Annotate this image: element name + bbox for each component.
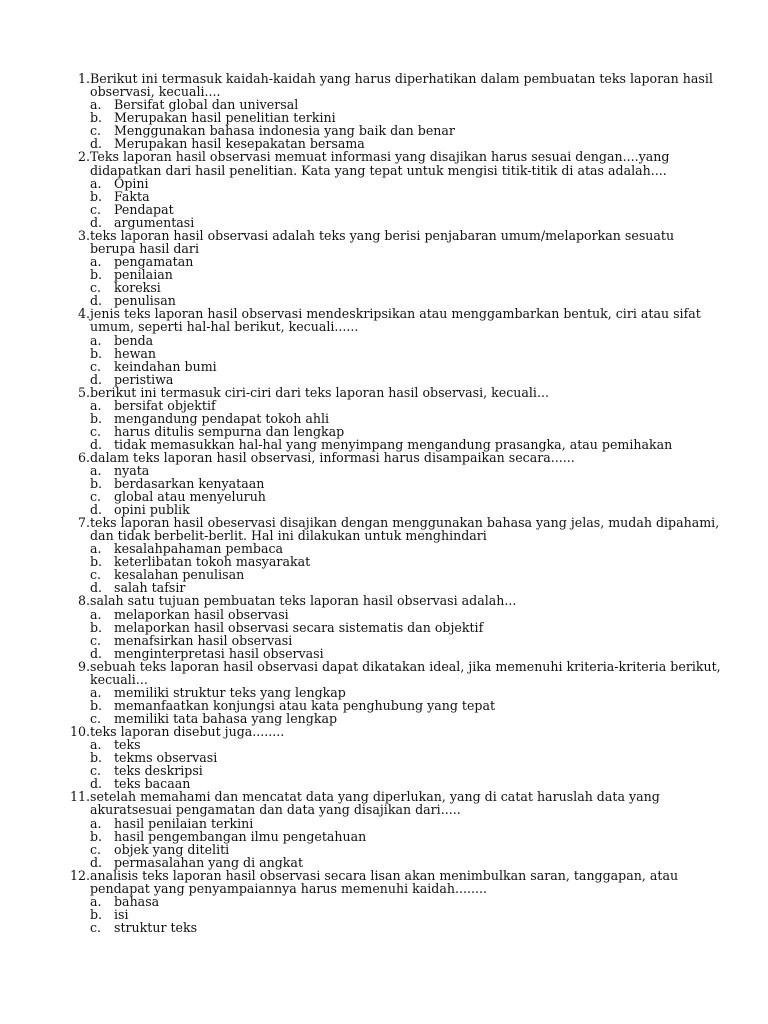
option-letter: d. (90, 580, 103, 596)
option-text: Merupakan hasil kesepakatan bersama (114, 136, 365, 152)
option (62, 399, 722, 412)
option (62, 647, 722, 660)
option (62, 621, 722, 634)
question-number: 11. (69, 789, 90, 805)
option (62, 177, 722, 190)
option-text: pengamatan (114, 254, 194, 270)
option-text: opini publik (114, 502, 190, 518)
option-text: mengandung pendapat tokoh ahli (114, 410, 330, 426)
option-letter: d. (90, 136, 103, 152)
option (62, 360, 722, 373)
question-number: 3. (77, 227, 90, 243)
option-letter: c. (90, 423, 102, 439)
option-text: hewan (114, 345, 156, 361)
option (62, 830, 722, 843)
option-text: memanfaatkan konjungsi atau kata penghubung yang tepat (114, 698, 496, 714)
option-letter: b. (90, 698, 103, 714)
question-9 (62, 658, 725, 727)
option-letter: a. (90, 737, 102, 753)
option-letter: d. (90, 502, 103, 518)
option-text: peristiwa (114, 371, 174, 387)
question-text: sebuah teks laporan hasil observasi dapat dikatakan ideal, jika memenuhi kriteria-kriteria berikut, kecuali... (90, 658, 725, 687)
option-text: menginterpretasi hasil observasi (114, 645, 324, 661)
option-letter: b. (90, 828, 103, 844)
option-text: melaporkan hasil observasi secara sistematis dan objektif (114, 619, 484, 635)
option-text: kesalahan penulisan (114, 567, 245, 583)
option-text: melaporkan hasil observasi (114, 606, 289, 622)
option-text: keindahan bumi (114, 358, 217, 374)
option-letter: d. (90, 214, 103, 230)
option-text: berdasarkan kenyataan (114, 476, 265, 492)
question-list (62, 71, 725, 936)
option-text: menafsirkan hasil observasi (114, 632, 293, 648)
option-letter: b. (90, 907, 103, 923)
option-letter: c. (90, 920, 102, 936)
option-text: nyata (114, 463, 150, 479)
option-text: teks deskripsi (114, 763, 203, 779)
question-text: teks laporan disebut juga........ (90, 724, 285, 740)
option-text: bahasa (114, 894, 160, 910)
option-text: permasalahan yang di angkat (114, 854, 303, 870)
option-letter: b. (90, 267, 103, 283)
question-text: teks laporan hasil obeservasi disajikan dengan menggunakan bahasa yang jelas, mudah dipahami, dan tidak berbelit-berlit. Hal ini dilakukan untuk menghindari (90, 515, 724, 544)
option-letter: a. (90, 254, 102, 270)
option-text: Fakta (114, 188, 150, 204)
question-text: teks laporan hasil observasi adalah teks yang berisi penjabaran umum/melaporkan sesuatu berupa hasil dari (90, 227, 679, 257)
question-number: 4. (77, 306, 90, 322)
option-text: tidak memasukkan hal-hal yang menyimpang mengandung prasangka, atau pemihakan (114, 436, 673, 452)
option (62, 817, 722, 830)
option-letter: d. (90, 645, 103, 661)
option-letter: c. (90, 201, 102, 217)
option (62, 268, 722, 281)
option-text: hasil penilaian terkini (114, 815, 254, 831)
option-text: objek yang diteliti (114, 841, 230, 857)
question-5 (62, 386, 722, 451)
question-number: 9. (77, 658, 90, 674)
option (62, 895, 722, 908)
question-10 (62, 725, 722, 790)
question-7 (62, 516, 722, 594)
option-text: global atau menyeluruh (114, 489, 266, 505)
option-text: harus ditulis sempurna dan lengkap (114, 423, 345, 439)
option-letter: d. (90, 436, 103, 452)
option (62, 921, 722, 934)
option (62, 425, 722, 438)
question-text: Teks laporan hasil observasi memuat informasi yang disajikan harus sesuai dengan....yang didapatkan dari hasil penelitian. Kata yang tepat untuk mengisi titik-titik di atas adalah.... (90, 149, 674, 178)
option-letter: c. (90, 711, 102, 727)
option-text: memiliki tata bahasa yang lengkap (114, 711, 338, 727)
question-number: 12. (69, 867, 90, 883)
option-letter: b. (90, 110, 103, 126)
option-letter: b. (90, 345, 103, 361)
option-letter: c. (90, 280, 102, 296)
option (62, 203, 722, 216)
option-letter: a. (90, 175, 102, 191)
option-text: teks (114, 737, 141, 753)
option-text: keterlibatan tokoh masyarakat (114, 554, 311, 570)
option (62, 334, 722, 347)
question-text: setelah memahami dan mencatat data yang diperlukan, yang di catat haruslah data yang akuratsesuai pengamatan dan data yang disajikan dari..... (90, 789, 664, 818)
option-text: memiliki struktur teks yang lengkap (114, 685, 346, 701)
option (62, 216, 722, 229)
option-letter: b. (90, 554, 103, 570)
option-text: Opini (114, 175, 149, 191)
option-text: salah tafsir (114, 580, 186, 596)
option-text: Bersifat global dan universal (114, 97, 299, 113)
option-letter: a. (90, 463, 102, 479)
option (62, 843, 722, 856)
question-number: 7. (77, 515, 90, 531)
option-letter: c. (90, 763, 102, 779)
question-number: 5. (77, 384, 90, 400)
option-text: koreksi (114, 280, 161, 296)
option-letter: b. (90, 188, 103, 204)
option (62, 412, 722, 425)
option-letter: d. (90, 854, 103, 870)
option (62, 190, 722, 203)
option-letter: c. (90, 567, 102, 583)
option (62, 856, 722, 869)
question-11 (62, 790, 722, 868)
option (62, 608, 722, 621)
question-3 (62, 229, 722, 307)
option-text: tekms observasi (114, 750, 218, 766)
question-text: analisis teks laporan hasil observasi secara lisan akan menimbulkan saran, tanggapan, atau pendapat yang penyampaiannya harus memenuhi kaidah........ (90, 867, 683, 896)
question-text: dalam teks laporan hasil observasi, informasi harus disampaikan secara...... (90, 449, 575, 465)
option-letter: d. (90, 293, 103, 309)
option-text: penilaian (114, 267, 173, 283)
option-letter: c. (90, 632, 102, 648)
option-text: penulisan (114, 293, 176, 309)
question-6 (62, 451, 722, 516)
option-text: hasil pengembangan ilmu pengetahuan (114, 828, 367, 844)
option-text: struktur teks (114, 920, 198, 936)
question-number: 8. (77, 593, 90, 609)
option-text: Menggunakan bahasa indonesia yang baik dan benar (114, 123, 455, 139)
question-number: 6. (77, 449, 90, 465)
question-number: 2. (77, 149, 90, 165)
option-text: isi (114, 907, 129, 923)
question-number: 1. (77, 71, 90, 86)
option-letter: c. (90, 123, 102, 139)
option (62, 634, 722, 647)
question-12 (62, 869, 722, 934)
question-text: Berikut ini termasuk kaidah-kaidah yang harus diperhatikan dalam pembuatan teks laporan hasil observasi, kecuali.... (90, 71, 717, 100)
option-letter: b. (90, 750, 103, 766)
option-text: teks bacaan (114, 776, 191, 792)
option-letter: a. (90, 685, 102, 701)
option-letter: a. (90, 894, 102, 910)
option-letter: b. (90, 410, 103, 426)
option-text: Pendapat (114, 201, 174, 217)
option-letter: d. (90, 371, 103, 387)
question-text: salah satu tujuan pembuatan teks laporan hasil observasi adalah... (90, 593, 517, 609)
option (62, 347, 722, 360)
option-letter: a. (90, 97, 102, 113)
option (62, 438, 722, 451)
question-text: jenis teks laporan hasil observasi mendeskripsikan atau menggambarkan bentuk, ciri atau sifat umum, seperti hal-hal berikut, kecuali...... (90, 306, 705, 335)
question-1 (62, 72, 722, 150)
option-text: bersifat objektif (114, 397, 216, 413)
question-8 (62, 594, 722, 659)
option-letter: a. (90, 332, 102, 348)
option-letter: a. (90, 397, 102, 413)
question-4 (62, 307, 722, 385)
option-letter: c. (90, 358, 102, 374)
question-2 (62, 150, 722, 228)
option-letter: c. (90, 489, 102, 505)
option-text: benda (114, 332, 154, 348)
option-letter: a. (90, 606, 102, 622)
question-number: 10. (69, 724, 90, 740)
option-letter: a. (90, 815, 102, 831)
option (62, 373, 722, 386)
option-letter: b. (90, 476, 103, 492)
option-text: argumentasi (114, 214, 195, 230)
option-letter: d. (90, 776, 103, 792)
option-letter: a. (90, 541, 102, 557)
option-text: Merupakan hasil penelitian terkini (114, 110, 336, 126)
option-letter: c. (90, 841, 102, 857)
option-letter: b. (90, 619, 103, 635)
question-text: berikut ini termasuk ciri-ciri dari teks laporan hasil observasi, kecuali... (90, 384, 549, 400)
option-text: kesalahpahaman pembaca (114, 541, 284, 557)
